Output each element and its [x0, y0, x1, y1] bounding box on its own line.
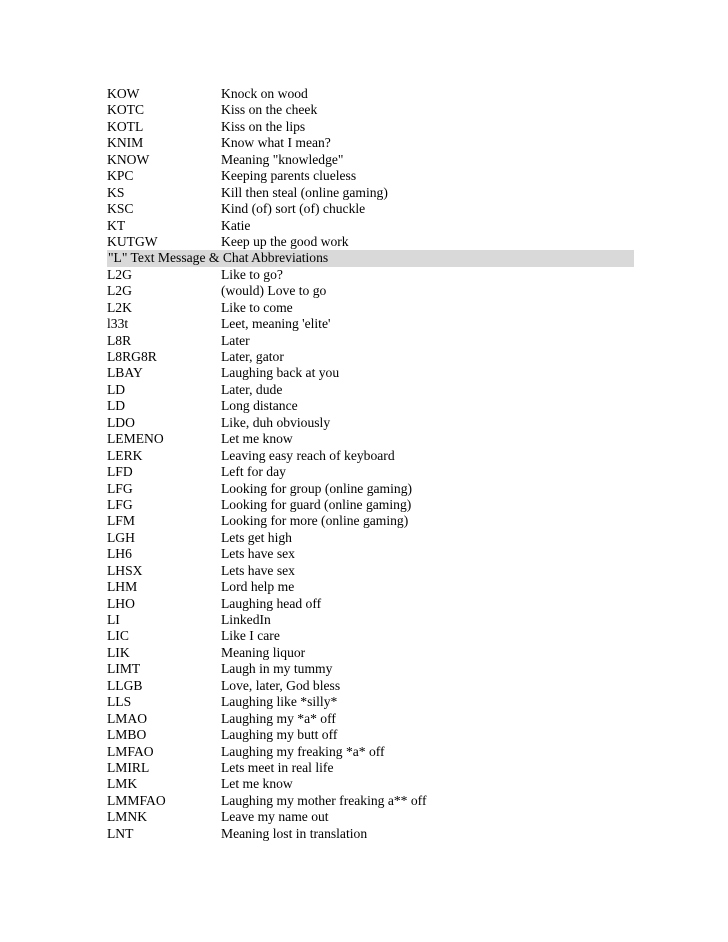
abbreviation-cell: LFM	[107, 513, 135, 529]
table-row	[107, 102, 634, 118]
meaning-cell: Kiss on the cheek	[221, 102, 318, 118]
meaning-cell: Leet, meaning 'elite'	[221, 316, 331, 332]
meaning-cell: Looking for group (online gaming)	[221, 480, 413, 496]
abbreviation-cell: LDO	[107, 414, 135, 430]
meaning-cell: Katie	[221, 217, 251, 233]
abbreviation-cell: LBAY	[107, 365, 143, 381]
abbreviation-cell: KS	[107, 184, 125, 200]
abbreviation-cell: KSC	[107, 201, 134, 217]
abbreviation-cell: LFD	[107, 464, 133, 480]
table-row	[107, 152, 634, 168]
table-row	[107, 481, 634, 497]
table-row	[107, 563, 634, 579]
abbreviation-cell: L2G	[107, 283, 132, 299]
abbreviation-cell: LFG	[107, 480, 133, 496]
table-row	[107, 283, 634, 299]
meaning-cell: Long distance	[221, 398, 298, 414]
abbreviation-cell: KOW	[107, 86, 140, 101]
meaning-cell: Like I care	[221, 628, 280, 644]
meaning-cell: (would) Love to go	[221, 283, 327, 299]
abbreviation-cell: LMIRL	[107, 759, 150, 775]
abbreviation-cell: LIC	[107, 628, 129, 644]
table-row	[107, 119, 634, 135]
meaning-cell: Meaning "knowledge"	[221, 151, 344, 167]
abbreviation-cell: L2G	[107, 266, 132, 282]
abbreviation-cell: KOTC	[107, 102, 145, 118]
abbreviation-cell: LHO	[107, 595, 135, 611]
abbreviation-cell: LMFAO	[107, 743, 154, 759]
table-row	[107, 711, 634, 727]
meaning-cell: LinkedIn	[221, 612, 271, 627]
abbreviation-cell: LMMFAO	[107, 792, 166, 808]
abbreviation-cell: LIMT	[107, 661, 141, 677]
table-row	[107, 349, 634, 365]
table-row	[107, 267, 634, 283]
table-row	[107, 809, 634, 825]
meaning-cell: Kiss on the lips	[221, 118, 306, 134]
meaning-cell: Laughing my butt off	[221, 727, 338, 743]
table-row	[107, 464, 634, 480]
table-row	[107, 694, 634, 710]
table-row	[107, 793, 634, 809]
meaning-cell: Laughing my freaking *a* off	[221, 743, 385, 759]
l-abbreviation-list	[107, 267, 634, 842]
meaning-cell: Kind (of) sort (of) chuckle	[221, 201, 366, 217]
abbreviation-cell: LLGB	[107, 677, 143, 693]
table-row	[107, 333, 634, 349]
meaning-cell: Laughing my *a* off	[221, 710, 336, 726]
table-row	[107, 546, 634, 562]
abbreviation-cell: LERK	[107, 447, 143, 463]
meaning-cell: Lets get high	[221, 529, 292, 545]
meaning-cell: Lets have sex	[221, 546, 295, 562]
meaning-cell: Knock on wood	[221, 86, 308, 101]
abbreviation-cell: LFG	[107, 496, 133, 512]
meaning-cell: Later, gator	[221, 349, 284, 364]
meaning-cell: Looking for guard (online gaming)	[221, 496, 412, 512]
abbreviation-cell: l33t	[107, 316, 129, 332]
abbreviation-cell: LIK	[107, 644, 130, 660]
meaning-cell: Later, dude	[221, 381, 283, 397]
meaning-cell: Laugh in my tummy	[221, 661, 333, 677]
table-row	[107, 382, 634, 398]
table-row	[107, 645, 634, 661]
abbreviation-cell: LMBO	[107, 727, 147, 743]
meaning-cell: Kill then steal (online gaming)	[221, 184, 388, 200]
table-row	[107, 661, 634, 677]
table-row	[107, 185, 634, 201]
abbreviation-cell: LHM	[107, 579, 138, 595]
abbreviation-cell: KPC	[107, 168, 134, 184]
abbreviation-cell: LLS	[107, 694, 132, 710]
table-row	[107, 678, 634, 694]
table-row	[107, 596, 634, 612]
meaning-cell: Laughing like *silly*	[221, 694, 338, 710]
meaning-cell: Later	[221, 332, 250, 348]
meaning-cell: Like, duh obviously	[221, 414, 331, 430]
meaning-cell: Meaning liquor	[221, 644, 306, 660]
abbreviation-cell: KUTGW	[107, 233, 158, 249]
table-row	[107, 431, 634, 447]
meaning-cell: Keep up the good work	[221, 233, 349, 249]
meaning-cell: Lets have sex	[221, 562, 295, 578]
table-row	[107, 218, 634, 234]
meaning-cell: Left for day	[221, 464, 286, 480]
k-abbreviation-list	[107, 86, 634, 250]
meaning-cell: Know what I mean?	[221, 135, 331, 151]
abbreviation-cell: L2K	[107, 299, 132, 315]
abbreviation-cell: KOTL	[107, 118, 144, 134]
table-row	[107, 168, 634, 184]
meaning-cell: Lord help me	[221, 579, 295, 595]
meaning-cell: Looking for more (online gaming)	[221, 513, 409, 529]
table-row	[107, 776, 634, 792]
meaning-cell: Let me know	[221, 431, 293, 447]
table-row	[107, 628, 634, 644]
meaning-cell: Keeping parents clueless	[221, 168, 357, 184]
abbreviation-cell: LD	[107, 381, 126, 397]
table-row	[107, 744, 634, 760]
table-row	[107, 760, 634, 776]
meaning-cell: Lets meet in real life	[221, 759, 334, 775]
table-row	[107, 826, 634, 842]
table-row	[107, 513, 634, 529]
table-row	[107, 135, 634, 151]
abbreviation-cell: KNIM	[107, 135, 144, 151]
table-row	[107, 579, 634, 595]
meaning-cell: Laughing head off	[221, 595, 322, 611]
table-row	[107, 86, 634, 102]
abbreviation-cell: LGH	[107, 529, 135, 545]
abbreviation-cell: LI	[107, 612, 120, 627]
abbreviation-cell: LD	[107, 398, 126, 414]
meaning-cell: Like to go?	[221, 266, 283, 282]
meaning-cell: Laughing back at you	[221, 365, 340, 381]
abbreviation-cell: LNT	[107, 825, 134, 841]
abbreviation-cell: KT	[107, 217, 126, 233]
table-row	[107, 201, 634, 217]
abbreviation-cell: L8R	[107, 332, 132, 348]
table-row	[107, 612, 634, 628]
table-row	[107, 300, 634, 316]
meaning-cell: Let me know	[221, 776, 293, 792]
abbreviation-table	[107, 86, 634, 842]
meaning-cell: Meaning lost in translation	[221, 825, 368, 841]
table-row	[107, 727, 634, 743]
table-row	[107, 415, 634, 431]
table-row	[107, 448, 634, 464]
table-row	[107, 497, 634, 513]
meaning-cell: Love, later, God bless	[221, 677, 341, 693]
abbreviation-cell: LHSX	[107, 562, 143, 578]
abbreviation-cell: LMNK	[107, 809, 148, 825]
abbreviation-cell: L8RG8R	[107, 349, 157, 364]
table-row	[107, 530, 634, 546]
meaning-cell: Leave my name out	[221, 809, 329, 825]
meaning-cell: Leaving easy reach of keyboard	[221, 447, 395, 463]
meaning-cell: Laughing my mother freaking a** off	[221, 792, 427, 808]
table-row	[107, 316, 634, 332]
abbreviation-cell: LMK	[107, 776, 138, 792]
table-row	[107, 234, 634, 250]
abbreviation-cell: KNOW	[107, 151, 150, 167]
abbreviation-cell: LEMENO	[107, 431, 164, 447]
abbreviation-cell: LMAO	[107, 710, 148, 726]
table-row	[107, 398, 634, 414]
meaning-cell: Like to come	[221, 299, 293, 315]
table-row	[107, 365, 634, 381]
section-header-l: "L" Text Message & Chat Abbreviations	[107, 250, 634, 266]
abbreviation-cell: LH6	[107, 546, 132, 562]
